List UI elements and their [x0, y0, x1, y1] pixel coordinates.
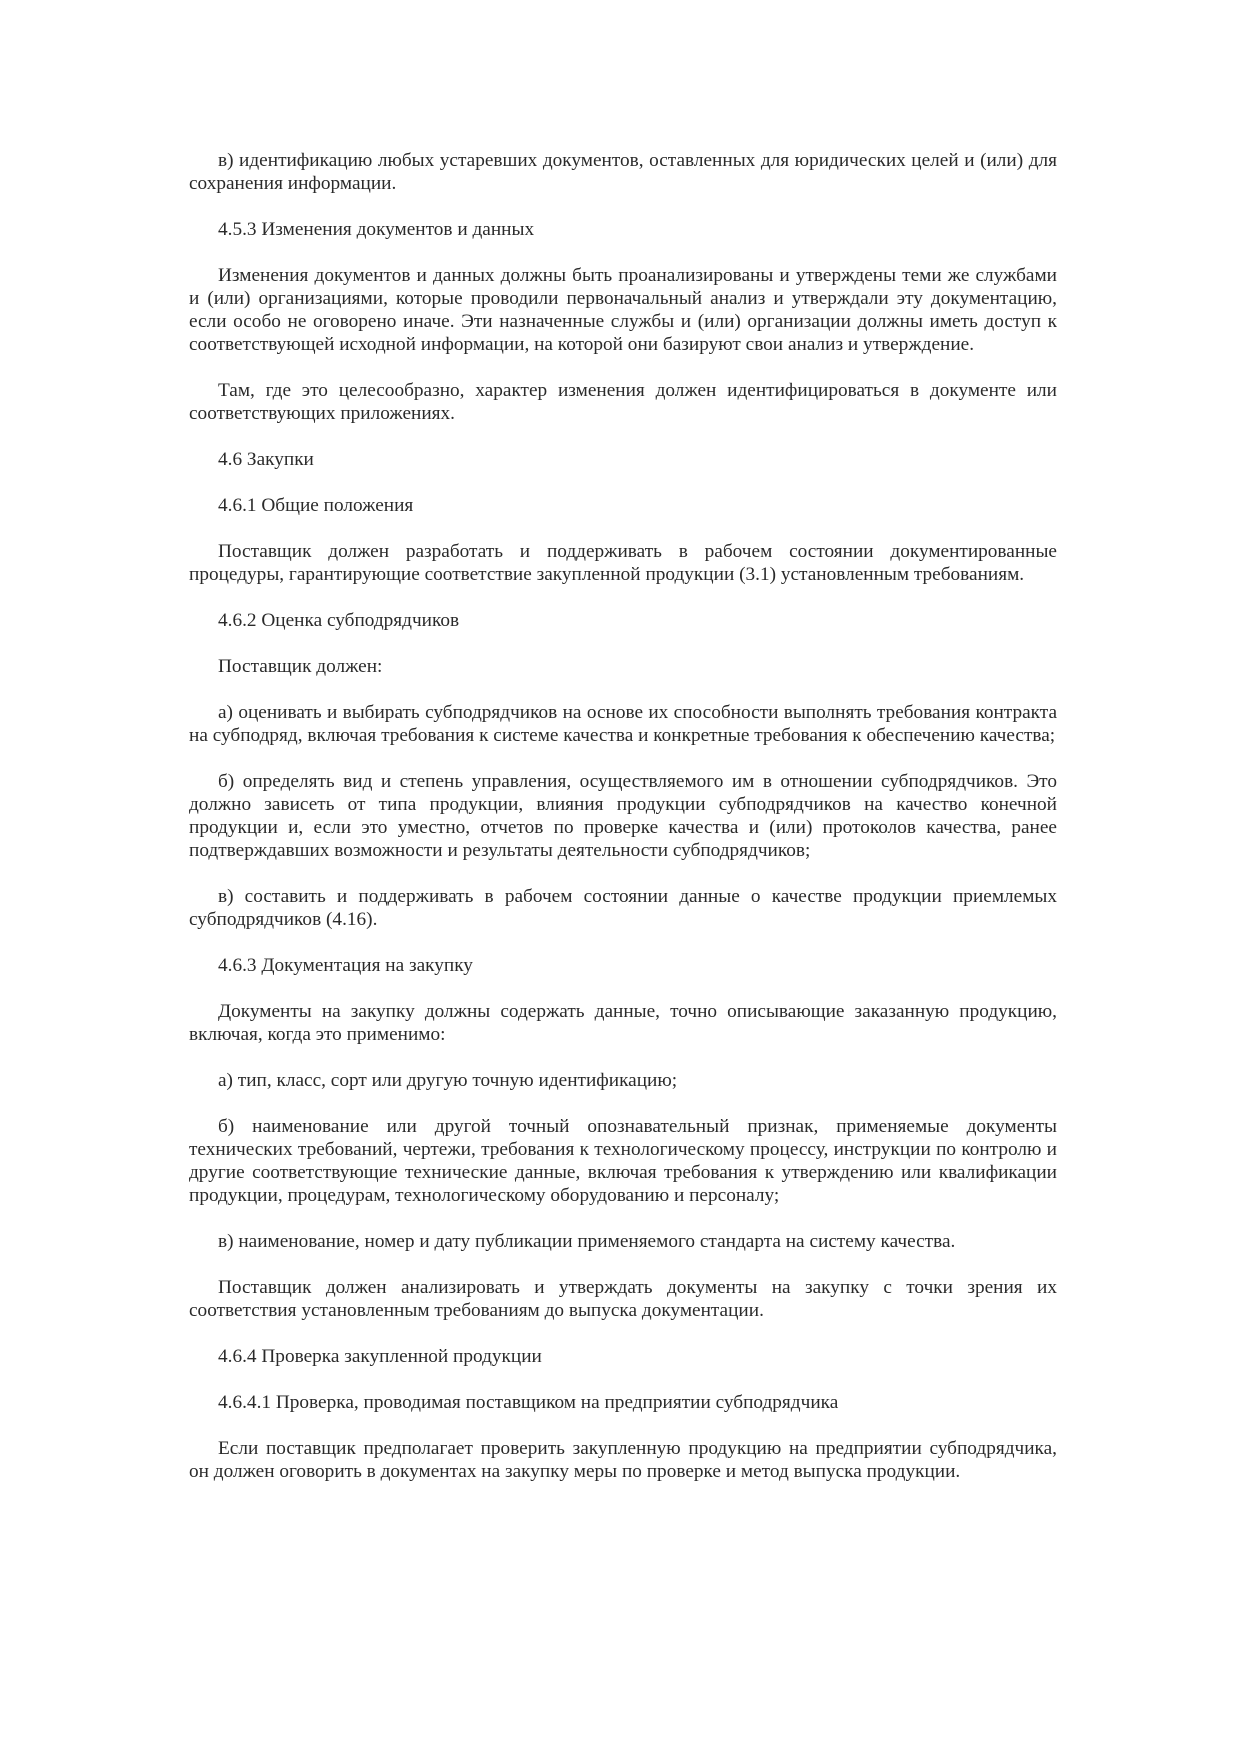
section-heading-4-6-4: 4.6.4 Проверка закупленной продукции	[218, 1346, 542, 1367]
list-item-b-control: б) определять вид и степень управления, осуществляемого им в отношении субподрядчиков. Это должно зависеть от типа продукции, влияния продукции субподрядчиков на качество конечной продукции и, если это уместно, отчетов по проверке качества и (или) протоколов качества, ранее подтверждавших возможности и результаты деятельности субподрядчиков;	[189, 771, 1057, 861]
section-heading-4-6-2: 4.6.2 Оценка субподрядчиков	[218, 610, 460, 631]
section-heading-4-6-3: 4.6.3 Документация на закупку	[218, 955, 473, 976]
section-heading-4-6: 4.6 Закупки	[218, 449, 314, 470]
paragraph-document-changes: Изменения документов и данных должны быть проанализированы и утверждены теми же службами и (или) организациями, которые проводили первоначальный анализ и утверждали эту документацию, если особо не оговорено иначе. Эти назначенные службы и (или) организации должны иметь доступ к соответствующей исходной информации, на которой они базируют свои анализ и утверждение.	[189, 265, 1057, 355]
paragraph-supplier-must: Поставщик должен:	[218, 656, 383, 677]
section-heading-4-5-3: 4.5.3 Изменения документов и данных	[218, 219, 535, 240]
list-item-a-evaluate: а) оценивать и выбирать субподрядчиков на основе их способности выполнять требования контракта на субподряд, включая требования к системе качества и конкретные требования к обеспечению качества;	[189, 702, 1057, 746]
paragraph-obsolete-documents: в) идентификацию любых устаревших документов, оставленных для юридических целей и (или) для сохранения информации.	[189, 150, 1057, 194]
paragraph-purchasing-data: Документы на закупку должны содержать данные, точно описывающие заказанную продукцию, включая, когда это применимо:	[189, 1001, 1057, 1045]
paragraph-verification-at-subcontractor: Если поставщик предполагает проверить закупленную продукцию на предприятии субподрядчика, он должен оговорить в документах на закупку меры по проверке и метод выпуска продукции.	[189, 1438, 1057, 1482]
list-item-a-type: а) тип, класс, сорт или другую точную идентификацию;	[218, 1070, 678, 1091]
paragraph-change-nature: Там, где это целесообразно, характер изменения должен идентифицироваться в документе или соответствующих приложениях.	[189, 380, 1057, 424]
list-item-v-standard: в) наименование, номер и дату публикации применяемого стандарта на систему качества.	[218, 1231, 956, 1252]
list-item-v-records: в) составить и поддерживать в рабочем состоянии данные о качестве продукции приемлемых субподрядчиков (4.16).	[189, 886, 1057, 930]
document-body	[189, 149, 1057, 1506]
list-item-b-title: б) наименование или другой точный опознавательный признак, применяемые документы технических требований, чертежи, требования к технологическому процессу, инструкции по контролю и другие соответствующие технические данные, включая требования к утверждению или квалификации продукции, процедурам, технологическому оборудованию и персоналу;	[189, 1116, 1057, 1206]
paragraph-review-approve: Поставщик должен анализировать и утверждать документы на закупку с точки зрения их соответствия установленным требованиям до выпуска документации.	[189, 1277, 1057, 1321]
paragraph-general-provisions: Поставщик должен разработать и поддерживать в рабочем состоянии документированные процедуры, гарантирующие соответствие закупленной продукции (3.1) установленным требованиям.	[189, 541, 1057, 585]
section-heading-4-6-4-1: 4.6.4.1 Проверка, проводимая поставщиком на предприятии субподрядчика	[218, 1392, 839, 1413]
section-heading-4-6-1: 4.6.1 Общие положения	[218, 495, 414, 516]
